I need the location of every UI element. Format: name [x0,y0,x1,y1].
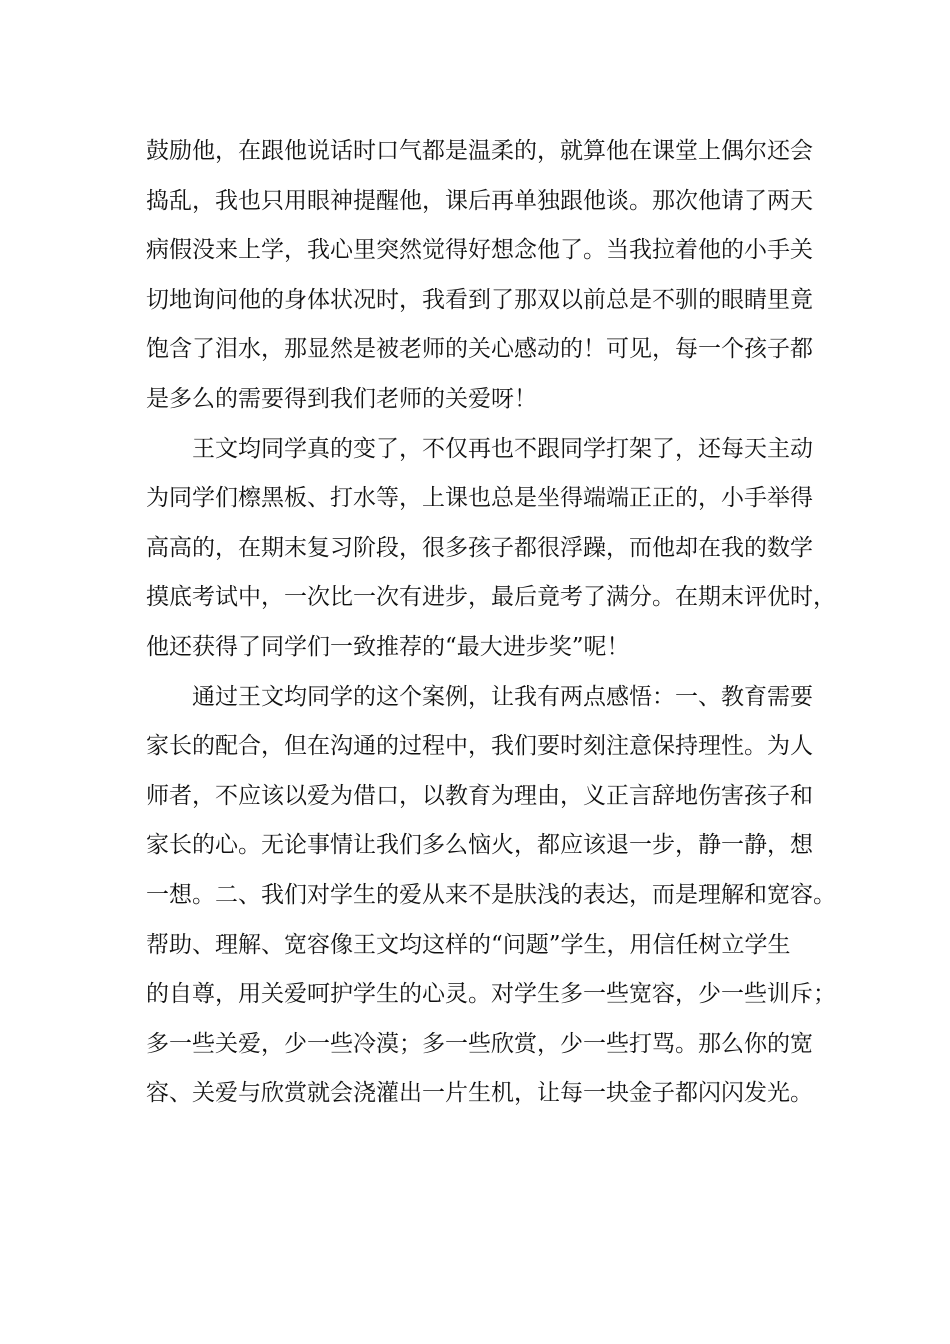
text-line-2: 捣乱，我也只用眼神提醒他，课后再单独跟他谈。那次他请了两天 [146,187,813,214]
text-line-14: 师者，不应该以爱为借口，以教育为理由，义正言辞地伤害孩子和 [146,782,813,809]
text-line-13: 家长的配合，但在沟通的过程中，我们要时刻注意保持理性。为人 [146,733,813,760]
text-line-19: 多一些关爱，少一些冷漠；多一些欣赏，少一些打骂。那么你的宽 [146,1030,813,1057]
text-line-7: 王文均同学真的变了，不仅再也不跟同学打架了，还每天主动 [192,435,813,462]
text-line-20: 容、关爱与欣赏就会浇灌出一片生机，让每一块金子都闪闪发光。 [146,1080,813,1107]
text-line-5: 饱含了泪水，那显然是被老师的关心感动的！可见，每一个孩子都 [146,336,813,363]
text-line-3: 病假没来上学，我心里突然觉得好想念他了。当我拉着他的小手关 [146,237,813,264]
text-line-1: 鼓励他，在跟他说话时口气都是温柔的，就算他在课堂上偶尔还会 [146,138,813,164]
text-line-6: 是多么的需要得到我们老师的关爱呀！ [146,385,537,412]
text-line-10: 摸底考试中，一次比一次有进步，最后竟考了满分。在期末评优时， [146,584,836,611]
text-line-11: 他还获得了同学们一致推荐的“最大进步奖”呢！ [146,633,630,660]
text-line-16: 一想。二、我们对学生的爱从来不是肤浅的表达，而是理解和宽容。 [146,881,836,908]
text-line-15: 家长的心。无论事情让我们多么恼火，都应该退一步，静一静，想 [146,832,813,859]
text-line-9: 高高的，在期末复习阶段，很多孩子都很浮躁，而他却在我的数学 [146,534,813,561]
body-text [146,127,836,1119]
text-line-18: 的自尊，用关爱呵护学生的心灵。对学生多一些宽容，少一些训斥； [146,981,836,1008]
text-line-17: 帮助、理解、宽容像王文均这样的“问题”学生，用信任树立学生 [146,931,791,958]
text-line-8: 为同学们檫黑板、打水等，上课也总是坐得端端正正的，小手举得 [146,485,813,512]
text-line-4: 切地询问他的身体状况时，我看到了那双以前总是不驯的眼睛里竟 [146,286,813,313]
text-line-12: 通过王文均同学的这个案例，让我有两点感悟：一、教育需要 [192,683,813,710]
